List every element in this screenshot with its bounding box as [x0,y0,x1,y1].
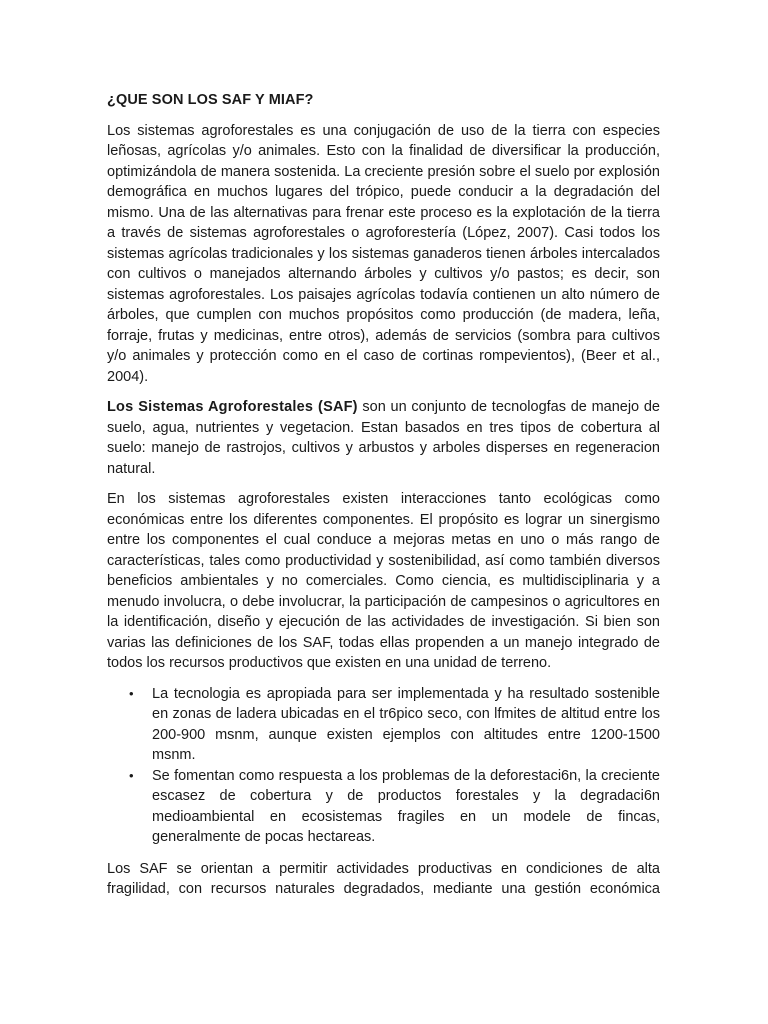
document-heading: ¿QUE SON LOS SAF Y MIAF? [107,92,314,108]
bullet-icon: • [129,685,134,701]
list-item [107,684,660,766]
paragraph-intro: Los sistemas agroforestales es una conjugación de uso de la tierra con especies leñosas, agrícolas y/o animales. Esto con la finalidad de diversificar la producción, optimizándola de manera sostenida. La creciente presión sobre el suelo por explosión demográfica en muchos lugares del trópico, puede conducir a la degradación del mismo. Una de las alternativas para frenar este proceso es la explotación de la tierra a través de sistemas agroforestales o agroforestería (López, 2007). Casi todos los sistemas agrícolas tradicionales y los sistemas ganaderos tienen árboles intercalados con cultivos o manejados alternando árboles y cultivos y/o pastos; es decir, son sistemas agroforestales. Los paisajes agrícolas todavía contienen un alto número de árboles, que cumplen con muchos propósitos como producción (de madera, leña, forraje, frutas y medicinas, entre otros), además de servicios (sombra para cultivos y/o animales y protección como en el caso de cortinas rompevientos), (Beer et al., 2004). [107,122,660,385]
bullet-list [107,684,660,848]
paragraph-saf-orientation: Los SAF se orientan a permitir actividades productivas en condiciones de alta fragilidad, con recursos naturales degradados, mediante una gestión económica [107,860,660,897]
paragraph-saf-definition [107,397,660,479]
bullet-icon: • [129,767,134,783]
list-item-text: La tecnologia es apropiada para ser implementada y ha resultado sostenible en zonas de ladera ubicadas en el tr6pico seco, con lfmites de altitud entre los 200-900 msnm, aunque existen ejemplos con altitudes entre 1200-1500 msnm. [152,685,660,763]
list-item-text: Se fomentan como respuesta a los problemas de la deforestaci6n, la creciente escasez de cobertura y de productos forestales y la degradaci6n medioambiental en ecosistemas fragiles en un modele de fincas, generalmente de pocas hectareas. [152,767,660,845]
paragraph-body: son un conjunto de tecnologfas de manejo de suelo, agua, nutrientes y vegetacion. Estan basados en tres tipos de cobertura al suelo: manejo de rastrojos, cultivos y arbustos y arboles disperses en regeneracion natural. [107,399,660,477]
list-item [107,766,660,848]
paragraph-lead-bold: Los Sistemas Agroforestales (SAF) [107,399,358,415]
document-page [107,90,660,910]
paragraph-interactions: En los sistemas agroforestales existen interacciones tanto ecológicas como económicas entre los diferentes componentes. El propósito es lograr un sinergismo entre los componentes el cual conduce a mejoras metas en uno o más rango de características, tales como productividad y sostenibilidad, así como también diversos beneficios ambientales y no comerciales. Como ciencia, es multidisciplinaria y a menudo involucra, o debe involucrar, la participación de campesinos o agricultores en la identificación, diseño y ejecución de las actividades de investigación. Si bien son varias las definiciones de los SAF, todas ellas propenden a un manejo integrado de todos los recursos productivos que existen en una unidad de terreno. [107,491,660,671]
